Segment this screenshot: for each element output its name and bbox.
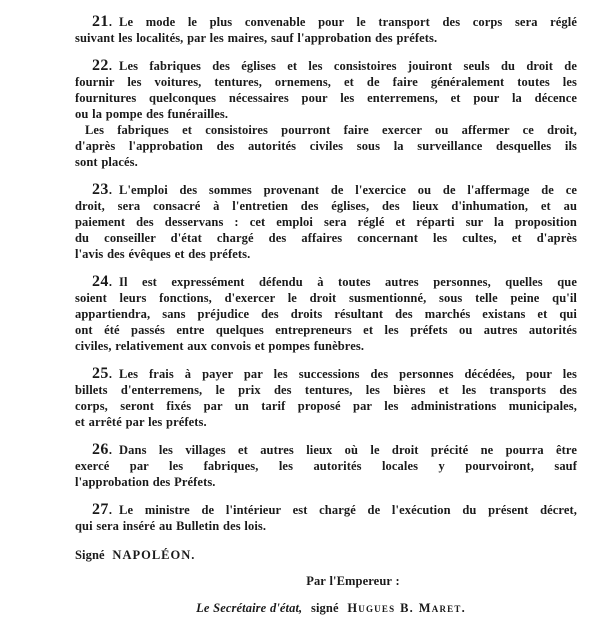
article-line: qui sera inséré au Bulletin des lois.	[75, 519, 267, 533]
article-line: soient leurs fonctions, d'exercer le droit susmentionné, sous telle peine qu'il	[75, 291, 577, 305]
article-line-text: Les frais à payer par les successions des personnes décédées, pour les	[119, 367, 577, 381]
article-number-dot: .	[108, 59, 113, 73]
article-number: 22	[92, 57, 109, 74]
article-line: Les fabriques et consistoires pourront faire exercer ou affermer ce droit,	[85, 123, 577, 137]
article-line	[75, 502, 577, 518]
article-line	[75, 14, 577, 30]
article-24	[75, 274, 577, 354]
article-line: suivant les localités, par les maires, sauf l'approbation des préfets.	[75, 31, 438, 45]
article-line	[75, 442, 577, 458]
article-line: exercé par les fabriques, les autorités locales y pourvoiront, sauf	[75, 459, 577, 473]
article-line-text: L'emploi des sommes provenant de l'exercice ou de l'affermage de ce	[119, 183, 577, 197]
secretary-signature-line	[75, 600, 577, 616]
article-number: 21	[92, 13, 109, 30]
article-line	[75, 182, 577, 198]
article-line-text: Dans les villages et autres lieux où le droit précité ne pourra être	[119, 443, 577, 457]
article-line: fournitures quelconques nécessaires pour les enterremens, et pour la décence	[75, 91, 577, 105]
article-line: sont placés.	[75, 155, 138, 169]
article-number: 26	[92, 441, 109, 458]
signature-napoleon-line	[75, 547, 577, 563]
article-line: et arrêté par les préfets.	[75, 415, 207, 429]
article-continuation-paragraph	[75, 122, 577, 170]
article-line: fournir les voitures, tentures, ornemens, et de faire généralement toutes les	[75, 75, 577, 89]
article-number: 23	[92, 181, 109, 198]
article-line: civiles, relativement aux convois et pompes funèbres.	[75, 339, 365, 353]
article-line: paiement des desservans : cet emploi sera réglé et réparti sur la proposition	[75, 215, 577, 229]
article-number: 27	[92, 501, 109, 518]
article-number-dot: .	[108, 183, 113, 197]
article-27	[75, 502, 577, 534]
signature-napoleon-name: NAPOLÉON.	[112, 548, 196, 562]
article-line-text: Le ministre de l'intérieur est chargé de l'exécution du présent décret,	[119, 503, 577, 517]
article-22	[75, 58, 577, 122]
article-line: corps, seront fixés par un tarif proposé par les administrations municipales,	[75, 399, 577, 413]
article-number-dot: .	[108, 503, 113, 517]
article-number-dot: .	[108, 367, 113, 381]
decree-articles	[75, 14, 577, 534]
secretary-name: Hugues B. Maret.	[347, 601, 466, 615]
article-line-text: Le mode le plus convenable pour le transport des corps sera réglé	[119, 15, 577, 29]
article-line: l'avis des évêques et des préfets.	[75, 247, 251, 261]
article-line: ou la pompe des funérailles.	[75, 107, 229, 121]
article-line: du conseiller d'état chargé des affaires concernant les cultes, et d'après	[75, 231, 577, 245]
article-line	[75, 274, 577, 290]
secretary-signed-word: signé	[311, 601, 339, 615]
article-number-dot: .	[108, 443, 113, 457]
article-line: l'approbation des Préfets.	[75, 475, 216, 489]
article-number: 25	[92, 365, 109, 382]
signature-prefix: Signé	[75, 548, 105, 562]
article-line: d'après l'approbation des autorités civiles sous la surveillance desquelles ils	[75, 139, 577, 153]
article-line-text: Il est expressément défendu à toutes autres personnes, quelles que	[119, 275, 577, 289]
article-line	[75, 58, 577, 74]
article-number-dot: .	[108, 275, 113, 289]
article-line: billets d'enterremens, le prix des tentures, les bières et les transports des	[75, 383, 577, 397]
article-line	[75, 366, 577, 382]
article-25	[75, 366, 577, 430]
article-number-dot: .	[108, 15, 113, 29]
by-emperor-line: Par l'Empereur :	[306, 574, 400, 588]
article-21	[75, 14, 577, 46]
article-line: droit, sera consacré à l'entretien des églises, des lieux d'inhumation, et au	[75, 199, 577, 213]
article-23	[75, 182, 577, 262]
article-line-text: Les fabriques des églises et les consistoires jouiront seuls du droit de	[119, 59, 577, 73]
article-line: appartiendra, sans préjudice des droits résultant des marchés existans et qui	[75, 307, 577, 321]
article-number: 24	[92, 273, 109, 290]
article-26	[75, 442, 577, 490]
article-line: ont été passés entre quelques entrepreneurs et les préfets ou autres autorités	[75, 323, 577, 337]
secretary-title: Le Secrétaire d'état,	[196, 601, 303, 615]
